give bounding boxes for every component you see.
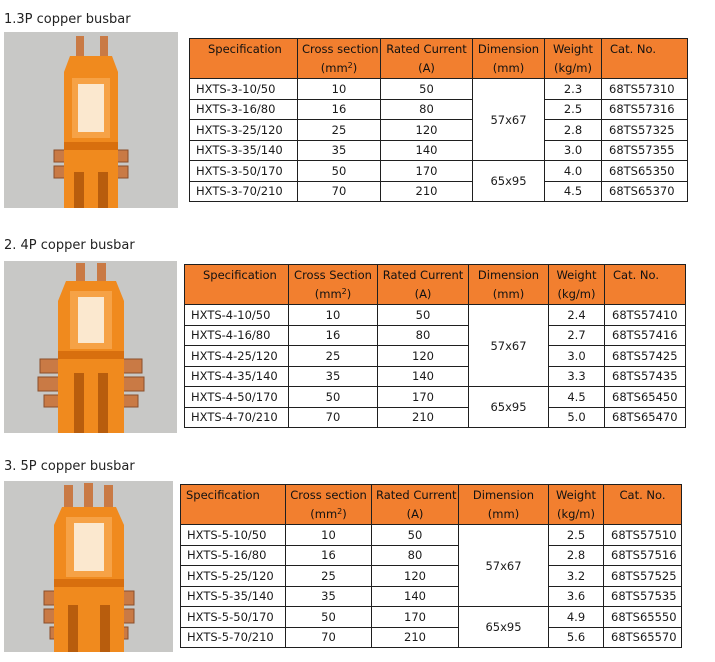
cell-cross: 25 <box>286 566 372 587</box>
col-cross-section-unit: $(mm^2)$ <box>298 59 381 79</box>
cell-rated: 50 <box>378 305 469 326</box>
col-dimension-unit: (mm) <box>469 285 549 305</box>
section-title-5p: 3. 5P copper busbar <box>4 459 135 474</box>
cell-cross: 50 <box>286 607 372 628</box>
col-dimension: Dimension <box>473 39 545 59</box>
col-cat-no: Cat. No. <box>602 39 688 59</box>
cell-spec: HXTS-4-35/140 <box>185 366 289 387</box>
col-rated-current: Rated Current <box>378 265 469 285</box>
section-title-3p: 1.3P copper busbar <box>4 12 131 27</box>
cell-cat: 68TS57525 <box>604 566 682 587</box>
cell-cat: 68TS65570 <box>604 627 682 648</box>
col-cross-section-unit: $(mm^2)$ <box>286 505 372 525</box>
cell-rated: 50 <box>381 79 473 100</box>
cell-rated: 120 <box>372 566 459 587</box>
table-row <box>185 407 686 428</box>
cell-spec: HXTS-4-25/120 <box>185 346 289 367</box>
table-row <box>190 140 688 161</box>
table-row <box>190 161 688 182</box>
spec-table-5p <box>180 484 682 648</box>
col-weight: Weight <box>549 485 604 505</box>
cell-dimension: 65x95 <box>469 387 549 428</box>
cell-weight: 2.4 <box>549 305 605 326</box>
busbar-4p-photo <box>4 261 177 433</box>
cell-rated: 120 <box>378 346 469 367</box>
cell-rated: 80 <box>381 99 473 120</box>
cell-dimension: 57x67 <box>469 305 549 387</box>
table-row <box>185 305 686 326</box>
cell-weight: 3.0 <box>545 140 602 161</box>
table-row <box>185 346 686 367</box>
cell-spec: HXTS-5-70/210 <box>181 627 286 648</box>
col-specification: Specification <box>181 485 286 505</box>
col-weight-unit: (kg/m) <box>549 285 605 305</box>
cell-weight: 3.0 <box>549 346 605 367</box>
cell-cat: 68TS57310 <box>602 79 688 100</box>
cell-weight: 4.0 <box>545 161 602 182</box>
table-row <box>181 525 682 546</box>
cell-weight: 2.5 <box>545 99 602 120</box>
cell-spec: HXTS-4-70/210 <box>185 407 289 428</box>
col-rated-current: Rated Current <box>372 485 459 505</box>
col-weight: Weight <box>549 265 605 285</box>
cell-cross: 50 <box>289 387 378 408</box>
cell-cross: 25 <box>289 346 378 367</box>
cell-cross: 25 <box>298 120 381 141</box>
cell-cat: 68TS57425 <box>605 346 686 367</box>
cell-weight: 4.5 <box>545 181 602 202</box>
cell-weight: 3.3 <box>549 366 605 387</box>
cell-rated: 170 <box>378 387 469 408</box>
cell-rated: 170 <box>381 161 473 182</box>
cell-weight: 2.8 <box>549 545 604 566</box>
cell-weight: 4.5 <box>549 387 605 408</box>
cell-weight: 3.6 <box>549 586 604 607</box>
cell-weight: 2.7 <box>549 325 605 346</box>
cell-spec: HXTS-4-10/50 <box>185 305 289 326</box>
col-cat-no: Cat. No. <box>604 485 682 505</box>
section-title-4p: 2. 4P copper busbar <box>4 238 135 253</box>
table-row <box>181 607 682 628</box>
col-rated-current: Rated Current <box>381 39 473 59</box>
cell-cross: 70 <box>298 181 381 202</box>
cell-cross: 50 <box>298 161 381 182</box>
cell-cross: 10 <box>298 79 381 100</box>
cell-cat: 68TS57316 <box>602 99 688 120</box>
col-dimension: Dimension <box>469 265 549 285</box>
cell-cat: 68TS57435 <box>605 366 686 387</box>
cell-dimension: 65x95 <box>473 161 545 202</box>
col-rated-current-unit: (A) <box>378 285 469 305</box>
cell-spec: HXTS-3-35/140 <box>190 140 298 161</box>
cell-weight: 2.3 <box>545 79 602 100</box>
col-specification: Specification <box>190 39 298 59</box>
cell-cat: 68TS65450 <box>605 387 686 408</box>
table-row <box>181 627 682 648</box>
cell-weight: 3.2 <box>549 566 604 587</box>
cell-spec: HXTS-3-70/210 <box>190 181 298 202</box>
col-weight: Weight <box>545 39 602 59</box>
cell-weight: 2.5 <box>549 525 604 546</box>
table-row <box>181 566 682 587</box>
table-row <box>185 366 686 387</box>
table-row <box>190 79 688 100</box>
busbar-3p-photo <box>4 32 178 208</box>
cell-cross: 70 <box>289 407 378 428</box>
cell-cross: 10 <box>286 525 372 546</box>
cell-cross: 70 <box>286 627 372 648</box>
cell-spec: HXTS-4-50/170 <box>185 387 289 408</box>
cell-spec: HXTS-3-10/50 <box>190 79 298 100</box>
cell-rated: 50 <box>372 525 459 546</box>
cell-cat: 68TS57355 <box>602 140 688 161</box>
col-weight-unit: (kg/m) <box>545 59 602 79</box>
cell-cat: 68TS65370 <box>602 181 688 202</box>
cell-weight: 2.8 <box>545 120 602 141</box>
cell-cross: 10 <box>289 305 378 326</box>
spec-table-3p <box>189 38 688 202</box>
cell-spec: HXTS-5-50/170 <box>181 607 286 628</box>
cell-weight: 4.9 <box>549 607 604 628</box>
col-rated-current-unit: (A) <box>381 59 473 79</box>
col-cat-no: Cat. No. <box>605 265 686 285</box>
cell-cat: 68TS65350 <box>602 161 688 182</box>
cell-spec: HXTS-3-25/120 <box>190 120 298 141</box>
col-weight-unit: (kg/m) <box>549 505 604 525</box>
cell-cross: 35 <box>298 140 381 161</box>
cell-dimension: 57x67 <box>459 525 549 607</box>
cell-dimension: 65x95 <box>459 607 549 648</box>
cell-rated: 210 <box>372 627 459 648</box>
cell-rated: 140 <box>372 586 459 607</box>
table-row <box>190 120 688 141</box>
cell-cat: 68TS57516 <box>604 545 682 566</box>
cell-spec: HXTS-3-16/80 <box>190 99 298 120</box>
table-row <box>185 387 686 408</box>
cell-spec: HXTS-5-25/120 <box>181 566 286 587</box>
cell-rated: 80 <box>372 545 459 566</box>
table-row <box>181 586 682 607</box>
col-rated-current-unit: (A) <box>372 505 459 525</box>
cell-dimension: 57x67 <box>473 79 545 161</box>
cell-cross: 16 <box>286 545 372 566</box>
cell-rated: 120 <box>381 120 473 141</box>
spec-table-4p <box>184 264 686 428</box>
col-cross-section: Cross Section <box>289 265 378 285</box>
cell-cross: 16 <box>289 325 378 346</box>
cell-spec: HXTS-5-35/140 <box>181 586 286 607</box>
table-row <box>185 325 686 346</box>
cell-cross: 35 <box>286 586 372 607</box>
col-cross-section: Cross section <box>298 39 381 59</box>
cell-spec: HXTS-4-16/80 <box>185 325 289 346</box>
cell-cat: 68TS57410 <box>605 305 686 326</box>
cell-rated: 170 <box>372 607 459 628</box>
cell-rated: 210 <box>381 181 473 202</box>
cell-rated: 140 <box>381 140 473 161</box>
table-row <box>181 545 682 566</box>
table-row <box>190 99 688 120</box>
col-specification: Specification <box>185 265 289 285</box>
cell-cat: 68TS57535 <box>604 586 682 607</box>
busbar-5p-photo <box>4 481 173 652</box>
table-row <box>190 181 688 202</box>
cell-weight: 5.6 <box>549 627 604 648</box>
cell-rated: 140 <box>378 366 469 387</box>
cell-spec: HXTS-5-10/50 <box>181 525 286 546</box>
cell-cat: 68TS65550 <box>604 607 682 628</box>
cell-spec: HXTS-3-50/170 <box>190 161 298 182</box>
cell-cat: 68TS65470 <box>605 407 686 428</box>
cell-rated: 210 <box>378 407 469 428</box>
cell-cross: 16 <box>298 99 381 120</box>
cell-spec: HXTS-5-16/80 <box>181 545 286 566</box>
cell-cat: 68TS57510 <box>604 525 682 546</box>
col-cross-section-unit: $(mm^2)$ <box>289 285 378 305</box>
cell-weight: 5.0 <box>549 407 605 428</box>
col-dimension-unit: (mm) <box>473 59 545 79</box>
col-cross-section: Cross section <box>286 485 372 505</box>
col-dimension: Dimension <box>459 485 549 505</box>
cell-cat: 68TS57325 <box>602 120 688 141</box>
cell-rated: 80 <box>378 325 469 346</box>
col-dimension-unit: (mm) <box>459 505 549 525</box>
cell-cat: 68TS57416 <box>605 325 686 346</box>
cell-cross: 35 <box>289 366 378 387</box>
